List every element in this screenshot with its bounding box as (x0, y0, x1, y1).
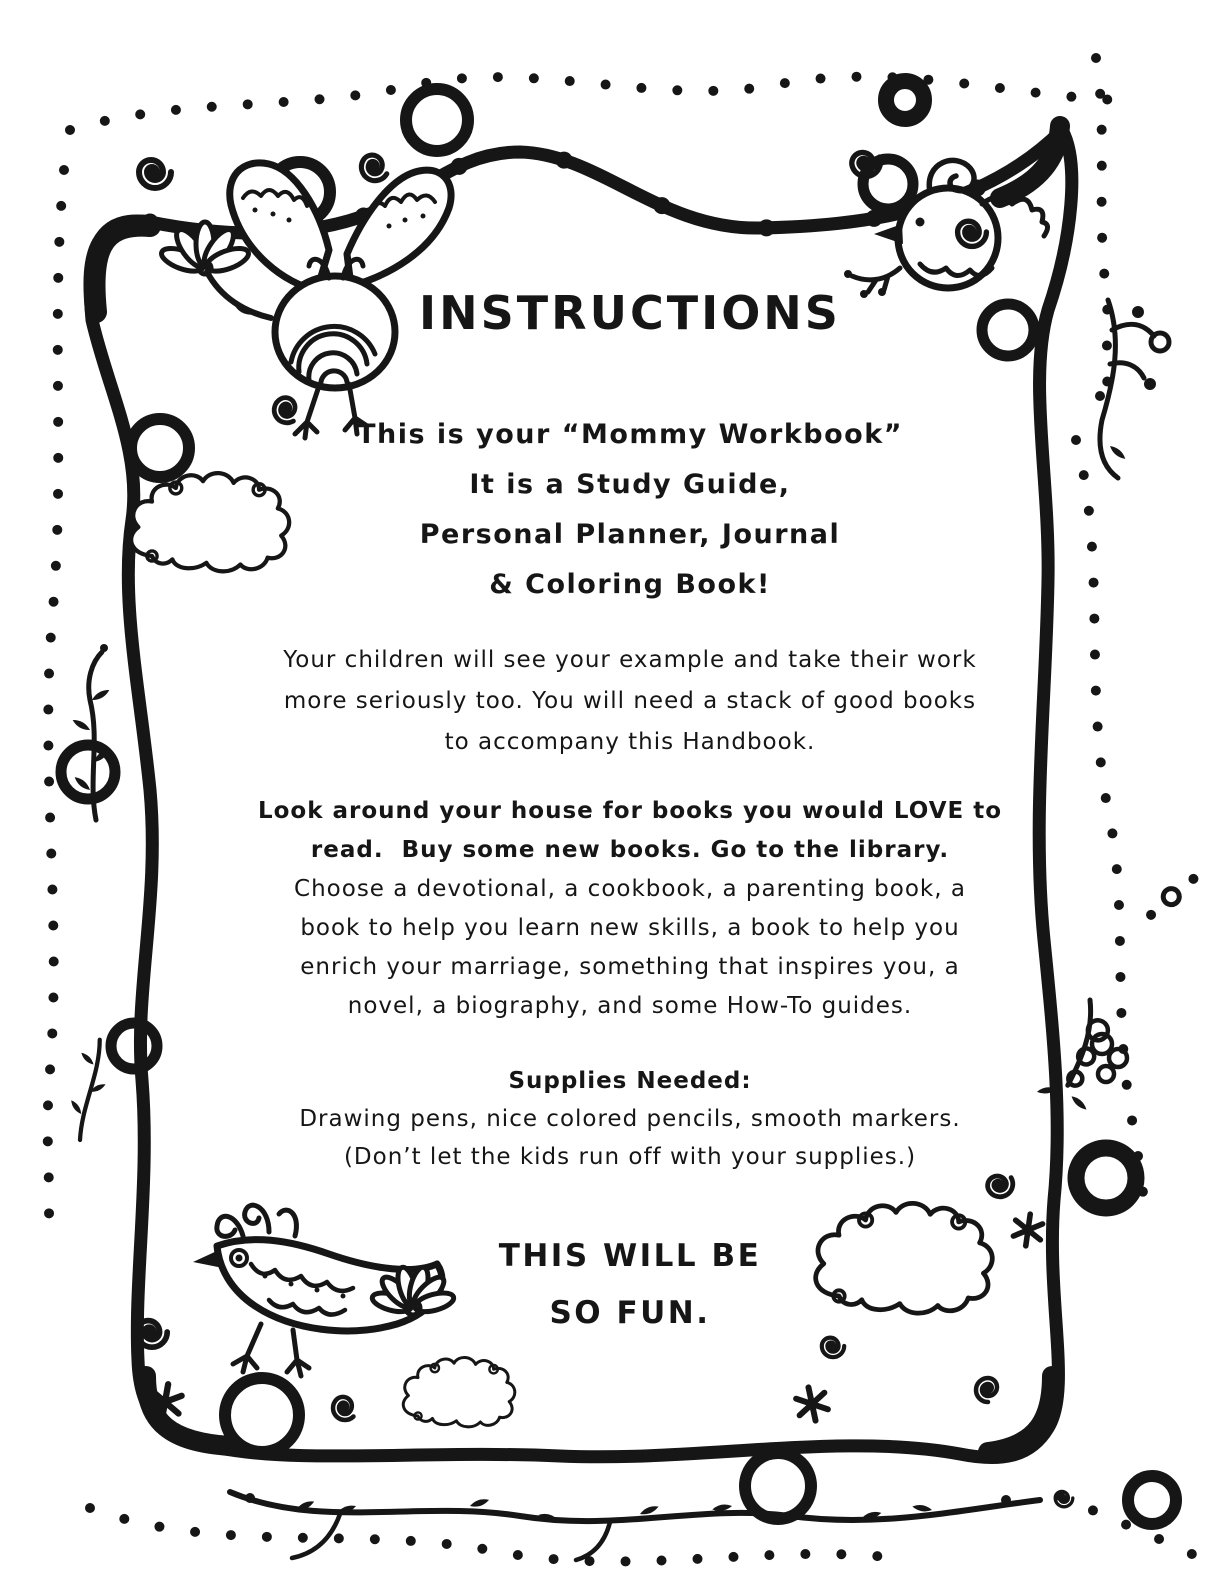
intro-line-2: It is a Study Guide, (469, 469, 791, 500)
paragraph-books-bold-line-1: Look around your house for books you would LOVE to (257, 798, 1003, 824)
closing-text (160, 1228, 1100, 1342)
bird-eye (916, 218, 925, 227)
intro-line-1: This is your “Mommy Workbook” (357, 419, 903, 450)
paragraph-example-line-1: Your children will see your example and take their work (283, 647, 977, 673)
paragraph-example (160, 640, 1100, 763)
closing-line-2: SO FUN. (549, 1295, 711, 1331)
paragraph-books-line-3: enrich your marriage, something that inspires you, a (300, 954, 960, 980)
paragraph-books-bold-line-2: read. Buy some new books. Go to the library. (310, 837, 950, 863)
intro-text (160, 410, 1100, 610)
berry-sprig-right-upper (1095, 300, 1169, 478)
paragraph-example-line-3: to accompany this Handbook. (444, 729, 816, 755)
supplies-section (160, 1062, 1100, 1176)
supplies-heading: Supplies Needed: (508, 1068, 752, 1094)
supplies-line-2: (Don’t let the kids run off with your supplies.) (343, 1144, 917, 1170)
bird-beak (874, 224, 903, 244)
paragraph-books-line-1: Choose a devotional, a cookbook, a parenting book, a (294, 876, 966, 902)
page-title: INSTRUCTIONS (419, 286, 841, 340)
paragraph-books-line-2: book to help you learn new skills, a book to help you (300, 915, 960, 941)
intro-line-3: Personal Planner, Journal (419, 519, 841, 550)
cloud-bottom-left (403, 1357, 515, 1426)
paragraph-books-line-4: novel, a biography, and some How-To guides. (347, 993, 913, 1019)
bottom-vine (230, 1491, 1073, 1560)
closing-line-1: THIS WILL BE (498, 1238, 762, 1274)
paragraph-books (160, 792, 1100, 1026)
paragraph-example-line-2: more seriously too. You will need a stack of good books (283, 688, 977, 714)
supplies-line-1: Drawing pens, nice colored pencils, smooth markers. (299, 1106, 961, 1132)
intro-line-4: & Coloring Book! (489, 569, 771, 600)
